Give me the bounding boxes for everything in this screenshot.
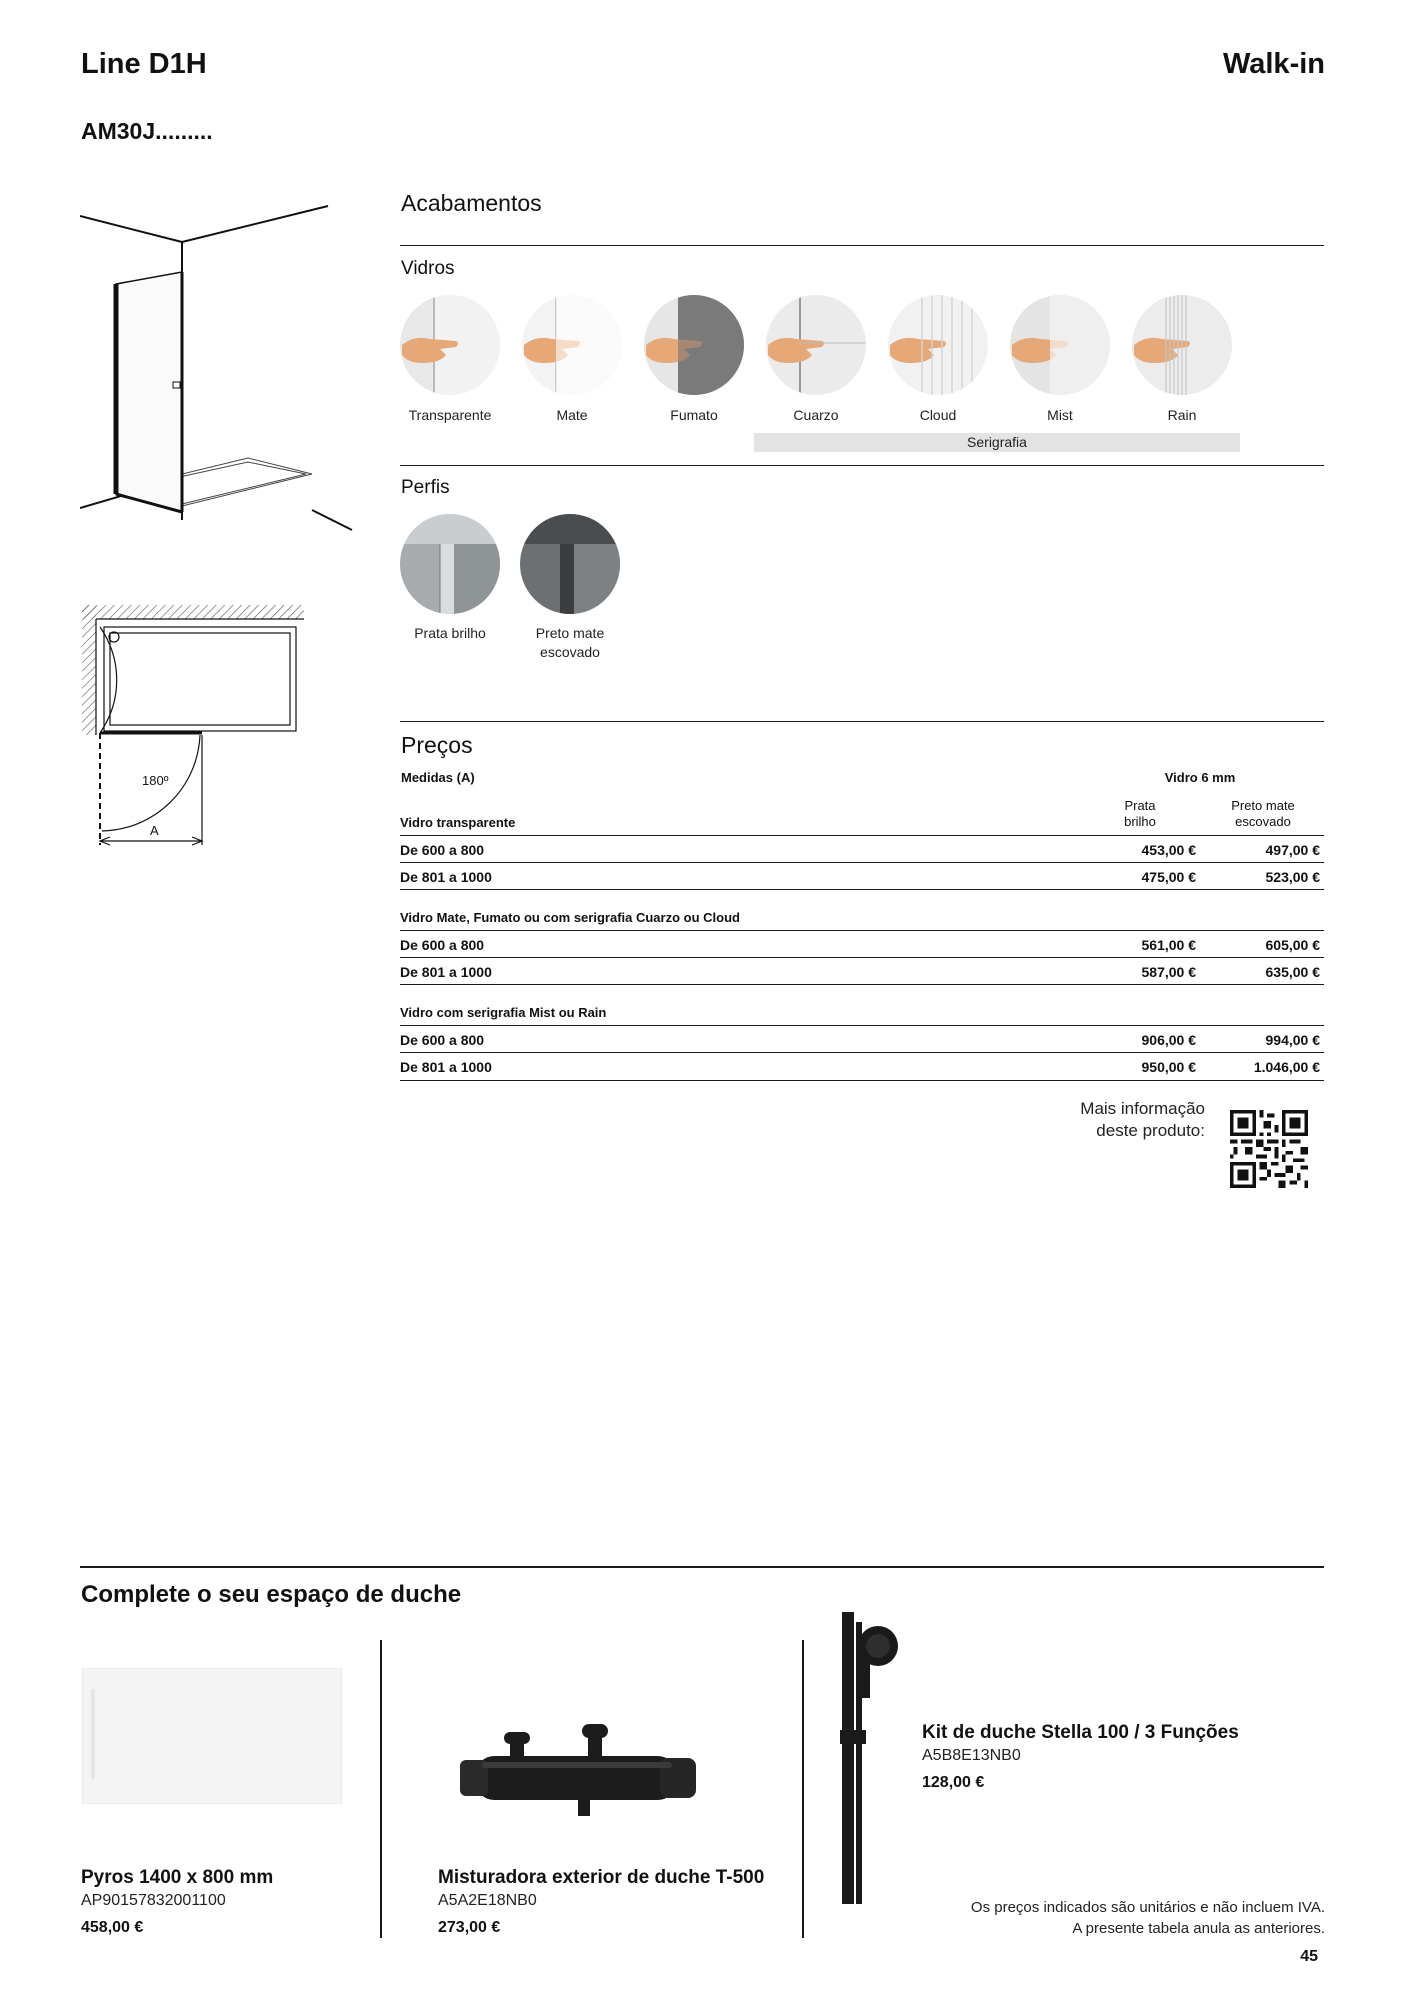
finishes-title: Acabamentos	[401, 190, 542, 216]
row-divider	[400, 1080, 1324, 1081]
page-number: 45	[1300, 1948, 1318, 1965]
profile-label-preto-mate-line2: escovado	[540, 644, 600, 660]
row-range: De 801 a 1000	[400, 869, 492, 885]
row-price-preto: 1.046,00 €	[1253, 1059, 1320, 1075]
row-range: De 600 a 800	[400, 937, 485, 953]
serigrafia-band: Serigrafia	[754, 433, 1240, 452]
row-range: De 801 a 1000	[400, 964, 492, 980]
glass-swatch-transparente[interactable]	[400, 295, 500, 395]
product-price: 128,00 €	[922, 1774, 985, 1791]
complete-title: Complete o seu espaço de duche	[81, 1581, 462, 1608]
prices-divider	[400, 721, 1324, 722]
product-line-title: Line D1H	[81, 48, 207, 80]
profile-label-preto-mate: Preto mate	[535, 625, 605, 641]
glass-label-cloud: Cloud	[919, 407, 957, 423]
col-header-preto-line1: Preto mate	[1231, 798, 1295, 813]
prices-title: Preços	[401, 732, 473, 758]
row-price-prata: 950,00 €	[1141, 1059, 1196, 1075]
shower-kit-image[interactable]	[830, 1610, 910, 1910]
product-separator	[380, 1640, 382, 1938]
glass-label-mate: Mate	[556, 407, 588, 423]
row-divider	[400, 984, 1324, 985]
row-price-preto: 635,00 €	[1265, 964, 1320, 980]
shower-perspective-drawing	[80, 200, 360, 540]
row-price-prata: 453,00 €	[1141, 842, 1196, 858]
glass-swatch-mist[interactable]	[1010, 295, 1110, 395]
profiles-divider	[400, 465, 1324, 466]
footer-note-line2: A presente tabela anula as anteriores.	[1072, 1920, 1325, 1937]
shower-plan-drawing	[80, 605, 310, 855]
more-info-line2: deste produto:	[1096, 1121, 1205, 1140]
price-section-title: Vidro com serigrafia Mist ou Rain	[400, 1005, 607, 1020]
glass-label-cuarzo: Cuarzo	[793, 407, 839, 423]
glass-swatch-cloud[interactable]	[888, 295, 988, 395]
glass-swatch-fumato[interactable]	[644, 295, 744, 395]
complete-divider	[80, 1566, 1324, 1568]
product-name: Kit de duche Stella 100 / 3 Funções	[922, 1722, 1239, 1743]
glass-label-transparente: Transparente	[408, 407, 492, 423]
profile-swatch-prata-brilho[interactable]	[400, 514, 500, 614]
row-price-prata: 475,00 €	[1141, 869, 1196, 885]
col-header-prata-line2: brilho	[1124, 814, 1156, 829]
row-price-preto: 497,00 €	[1265, 842, 1320, 858]
drain-channel	[91, 1689, 95, 1779]
product-separator	[802, 1640, 804, 1938]
glass-swatch-rain[interactable]	[1132, 295, 1232, 395]
product-price: 273,00 €	[438, 1919, 501, 1936]
table-row	[400, 863, 1324, 889]
product-name: Pyros 1400 x 800 mm	[81, 1867, 274, 1888]
model-code: AM30J.........	[81, 118, 213, 144]
row-price-preto: 523,00 €	[1265, 869, 1320, 885]
glass-swatch-cuarzo[interactable]	[766, 295, 866, 395]
glass-label-rain: Rain	[1167, 407, 1197, 423]
table-row	[400, 931, 1324, 957]
shower-tray-image[interactable]	[82, 1668, 342, 1804]
table-row	[400, 958, 1324, 984]
glass-title: Vidros	[401, 258, 455, 279]
table-row	[400, 1026, 1324, 1052]
product-ref: AP90157832001100	[81, 1892, 226, 1909]
table-row	[400, 1053, 1324, 1079]
qr-code-icon[interactable]	[1230, 1110, 1308, 1188]
row-price-prata: 561,00 €	[1141, 937, 1196, 953]
row-range: De 600 a 800	[400, 1032, 485, 1048]
row-range: De 600 a 800	[400, 842, 485, 858]
profiles-title: Perfis	[401, 477, 450, 498]
glass-spec-label: Vidro 6 mm	[1164, 770, 1236, 785]
row-price-preto: 994,00 €	[1265, 1032, 1320, 1048]
product-price: 458,00 €	[81, 1919, 144, 1936]
glass-label-mist: Mist	[1047, 407, 1073, 423]
col-header-prata	[1090, 798, 1190, 830]
profile-label-prata-brilho: Prata brilho	[414, 625, 486, 641]
price-section-title: Vidro Mate, Fumato ou com serigrafia Cuarzo ou Cloud	[400, 910, 740, 925]
product-name: Misturadora exterior de duche T-500	[438, 1867, 765, 1888]
product-ref: A5B8E13NB0	[922, 1747, 1021, 1764]
profile-swatch-preto-mate[interactable]	[520, 514, 620, 614]
table-row	[400, 836, 1324, 862]
dimension-label: A	[150, 823, 159, 838]
row-price-prata: 906,00 €	[1141, 1032, 1196, 1048]
more-info-line1: Mais informação	[1080, 1099, 1205, 1118]
footer-note	[971, 1897, 1325, 1939]
row-price-preto: 605,00 €	[1265, 937, 1320, 953]
col-header-prata-line1: Prata	[1124, 798, 1156, 813]
footer-note-line1: Os preços indicados são unitários e não incluem IVA.	[970, 1899, 1325, 1916]
category-title: Walk-in	[1222, 48, 1325, 80]
row-price-prata: 587,00 €	[1141, 964, 1196, 980]
product-ref: A5A2E18NB0	[438, 1892, 537, 1909]
row-divider	[400, 889, 1324, 890]
glass-swatch-mate[interactable]	[522, 295, 622, 395]
price-section-title: Vidro transparente	[400, 815, 516, 830]
col-header-preto	[1200, 798, 1326, 830]
measures-label: Medidas (A)	[401, 770, 475, 785]
angle-label: 180º	[142, 773, 169, 788]
glass-label-fumato: Fumato	[670, 407, 718, 423]
row-range: De 801 a 1000	[400, 1059, 492, 1075]
more-info-text	[1040, 1098, 1205, 1142]
col-header-preto-line2: escovado	[1235, 814, 1291, 829]
mixer-image[interactable]	[460, 1718, 700, 1828]
finishes-divider	[400, 245, 1324, 246]
